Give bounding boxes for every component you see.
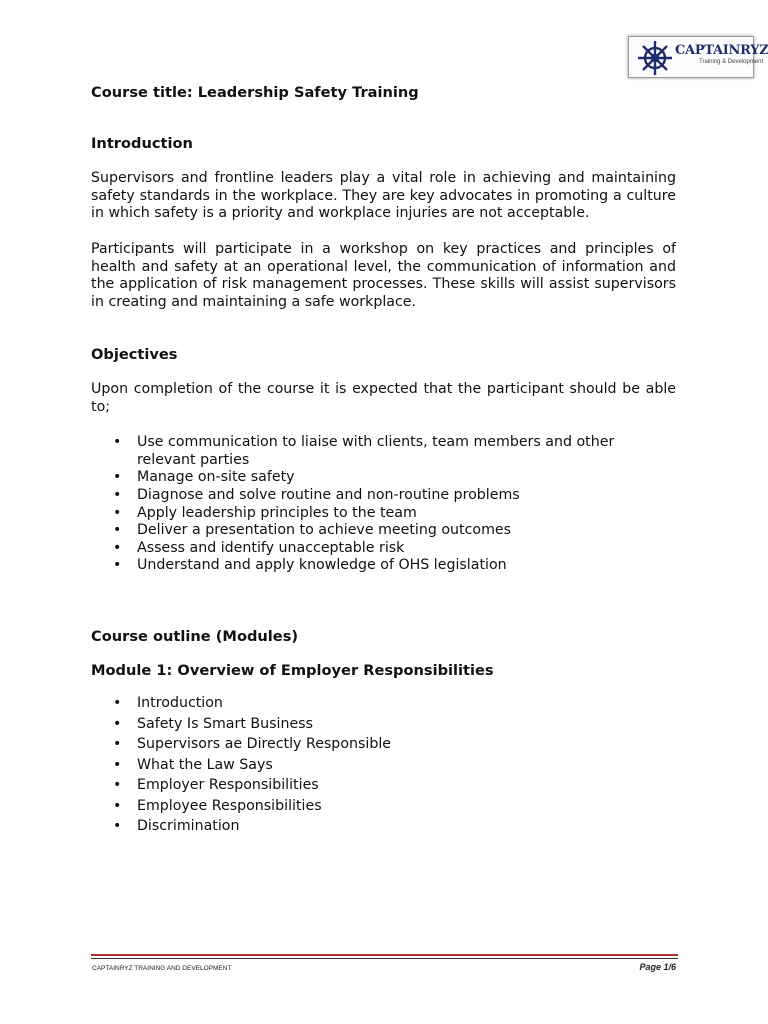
list-item: • Use communication to liaise with clients, team members and other relevant parties bbox=[91, 434, 676, 469]
list-item: • Employee Responsibilities bbox=[91, 796, 676, 817]
list-item: • Supervisors ae Directly Responsible bbox=[91, 734, 676, 755]
objectives-heading: Objectives bbox=[91, 346, 178, 364]
list-item: • Safety Is Smart Business bbox=[91, 714, 676, 735]
page-number: Page 1/6 bbox=[639, 962, 676, 972]
outline-heading: Course outline (Modules) bbox=[91, 627, 299, 645]
course-title: Course title: Leadership Safety Training bbox=[91, 84, 419, 101]
module-1-list bbox=[91, 693, 676, 837]
footer-rule bbox=[91, 954, 678, 956]
list-item: • Assess and identify unacceptable risk bbox=[91, 540, 676, 558]
introduction-paragraph-2: Participants will participate in a workshop on key practices and principles of health and safety at an operational level, the communication of information and the application of risk management processes. These skills will assist supervisors in creating and maintaining a safe workplace. bbox=[91, 240, 676, 310]
introduction-paragraph-1: Supervisors and frontline leaders play a vital role in achieving and maintaining safety standards in the workplace. They are key advocates in promoting a culture in which safety is a priority and workplace injuries are not acceptable. bbox=[91, 170, 676, 222]
list-item: • What the Law Says bbox=[91, 755, 676, 776]
list-item: • Deliver a presentation to achieve meeting outcomes bbox=[91, 522, 676, 540]
logo-tagline: Training & Development bbox=[699, 59, 764, 65]
objectives-intro: Upon completion of the course it is expected that the participant should be able to; bbox=[91, 380, 676, 415]
list-item: • Understand and apply knowledge of OHS legislation bbox=[91, 557, 676, 575]
company-logo bbox=[628, 36, 768, 78]
list-item: • Introduction bbox=[91, 693, 676, 714]
footer-company: CAPTAINRYZ TRAINING AND DEVELOPMENT bbox=[92, 965, 232, 972]
introduction-heading: Introduction bbox=[91, 134, 193, 152]
document-body bbox=[91, 84, 676, 837]
list-item: • Manage on-site safety bbox=[91, 469, 676, 487]
footer-rule-thin bbox=[91, 958, 678, 959]
logo-brand-text: CAPTAINRYZ bbox=[675, 43, 768, 58]
list-item: • Employer Responsibilities bbox=[91, 775, 676, 796]
ship-wheel-icon bbox=[637, 40, 673, 76]
list-item: • Apply leadership principles to the team bbox=[91, 505, 676, 523]
list-item: • Diagnose and solve routine and non-routine problems bbox=[91, 487, 676, 505]
objectives-list bbox=[91, 434, 676, 575]
list-item: • Discrimination bbox=[91, 816, 676, 837]
module-1-title: Module 1: Overview of Employer Responsibilities bbox=[91, 662, 494, 680]
